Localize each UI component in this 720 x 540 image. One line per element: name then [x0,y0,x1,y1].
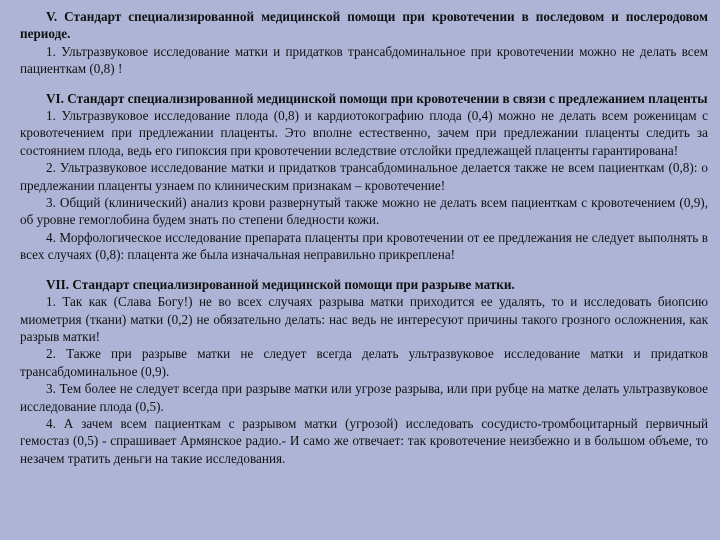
section-vii-paragraph-4: 4. А зачем всем пациенткам с разрывом матки (угрозой) исследовать сосудисто-тромбоцитарный первичный гемостаз (0,5) - спрашивает Армянское радио.- И само же отвечает: так кровотечение неизбежно и в большом объеме, то незачем тратить деньги на такие исследования. [20,415,708,466]
section-vii-paragraph-2: 2. Также при разрыве матки не следует всегда делать ультразвуковое исследование матки и придатков трансабдоминальное (0,9). [20,346,708,379]
section-v-heading: V. Стандарт специализированной медицинской помощи при кровотечении в последовом и послеродовом периоде. [20,9,708,42]
section-vii-paragraph-1: 1. Так как (Слава Богу!) не во всех случаях разрыва матки приходится ее удалять, то и исследовать биопсию миометрия (ткани) матки (0,2) не обязательно делать: нас ведь не интересуют причины такого грозного осложнения, как разрыв матки! [20,294,708,344]
section-vi-paragraph-3: 3. Общий (клинический) анализ крови развернутый также можно не делать всем пациенткам с кровотечением (0,9), об уровне гемоглобина будем знать по степени бледности кожи. [20,195,708,228]
section-vi-paragraph-1: 1. Ультразвуковое исследование плода (0,8) и кардиотокографию плода (0,4) можно не делать всем роженицам с кровотечением при предлежании плаценты. Это вполне естественно, зачем при предлежании плаценты следить за состоянием плода, ведь его гипоксия при кровотечении вследствие отслойки предлежащей плаценты гарантирована! [20,108,708,158]
section-vi-paragraph-4: 4. Морфологическое исследование препарата плаценты при кровотечении от ее предлежания не следует выполнять в всех случаях (0,8): плацента же была изначальная неправильно прикреплена! [20,229,708,263]
section-vii [20,276,708,467]
section-vi-paragraph-2: 2. Ультразвуковое исследование матки и придатков трансабдоминальное делается также не всем пациенткам (0,8): о предлежании плаценты узнаем по клиническим признакам – кровотечение! [20,160,708,193]
section-vii-paragraph-3: 3. Тем более не следует всегда при разрыве матки или угрозе разрыва, или при рубце на матке делать ультразвуковое исследование плода (0,5). [20,381,708,414]
section-vii-heading: VII. Стандарт специализированной медицинской помощи при разрыве матки. [46,276,515,292]
section-v [20,8,708,78]
section-vi-heading: VI. Стандарт специализированной медицинской помощи при кровотечении в связи с предлежанием плаценты [46,90,708,106]
section-vi [20,90,708,264]
section-v-paragraph-1: 1. Ультразвуковое исследование матки и придатков трансабдоминальное при кровотечении можно не делать всем пациенткам (0,8) ! [20,43,708,77]
